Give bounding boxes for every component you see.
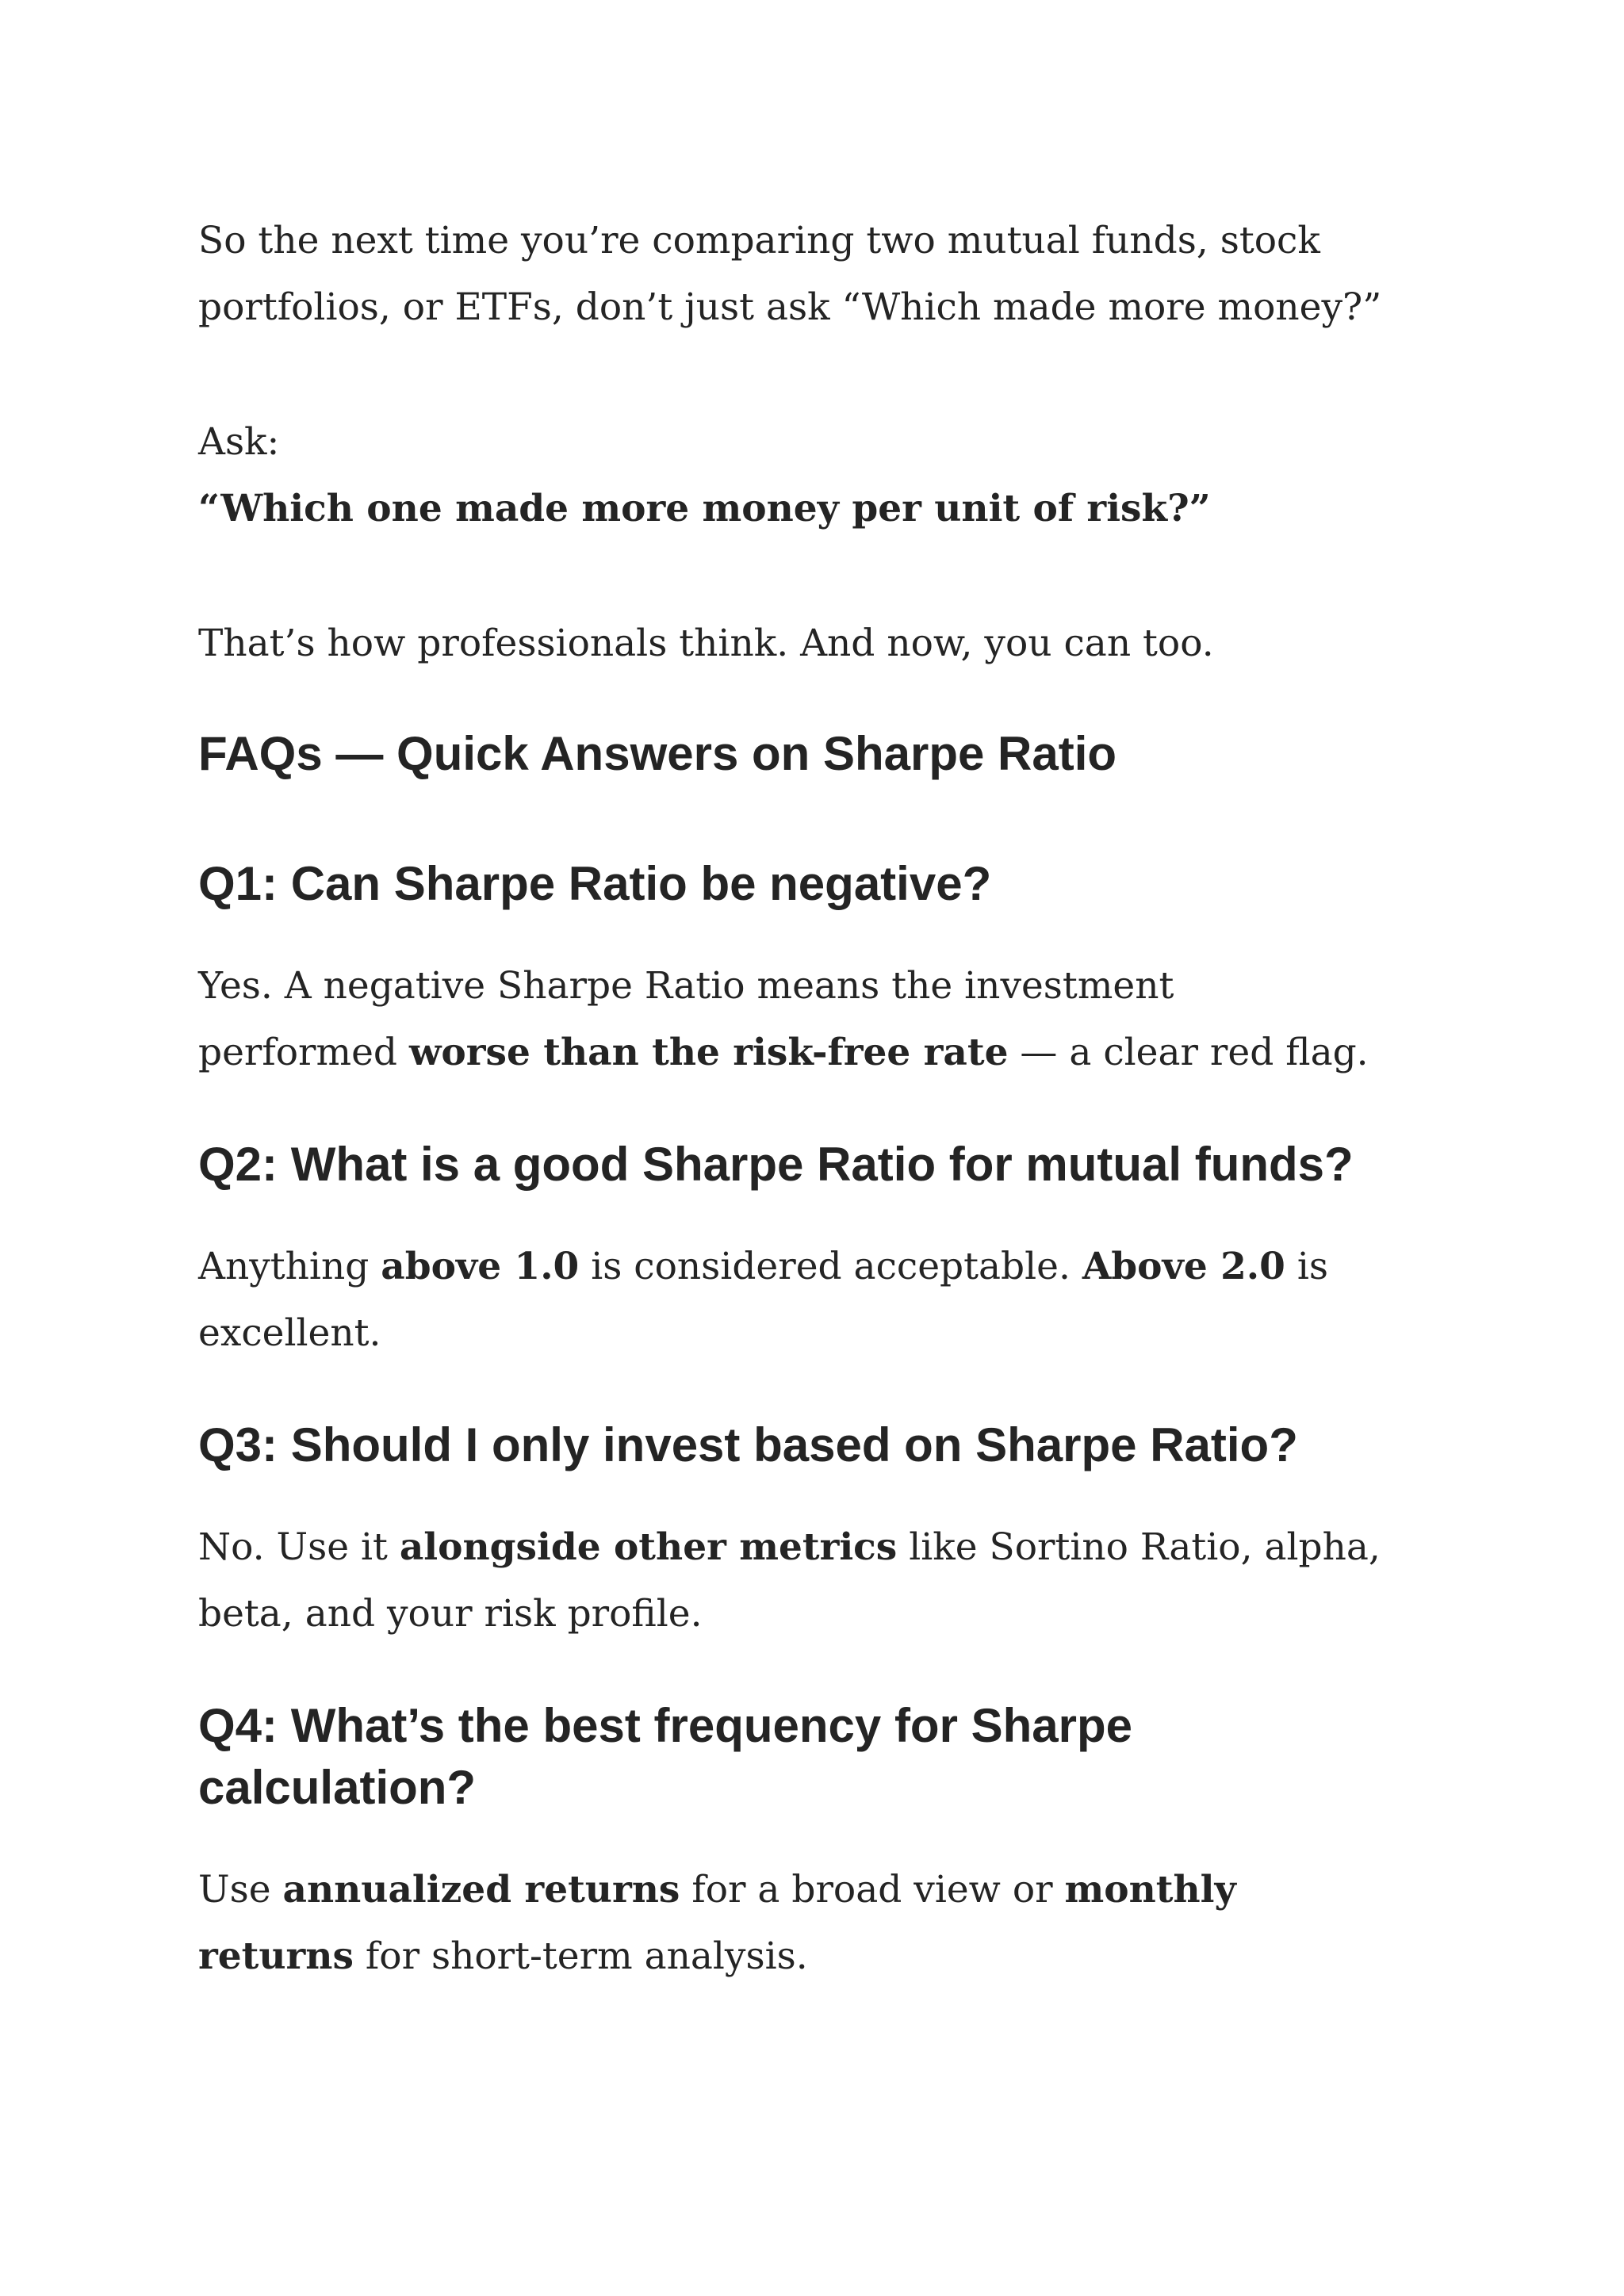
faq-answer-2-emphasis-1: above 1.0 xyxy=(381,1245,580,1288)
faq-answer-3-text-end: like Sortino Ratio, alpha, xyxy=(897,1525,1381,1569)
intro-paragraph xyxy=(198,208,1435,341)
faq-question-4-line-1: Q4: What’s the best frequency for Sharpe xyxy=(198,1699,1132,1752)
faq-answer-1 xyxy=(198,953,1435,1086)
faq-question-4-line-2: calculation? xyxy=(198,1761,477,1814)
ask-label: Ask: xyxy=(198,420,280,464)
faq-answer-4-text-end: for short-term analysis. xyxy=(353,1934,808,1978)
article-content xyxy=(198,208,1435,1990)
ask-paragraph xyxy=(198,409,1435,542)
intro-line-2: portfolios, or ETFs, don’t just ask “Which made more money?” xyxy=(198,285,1382,329)
faq-answer-2-text-mid: is considered acceptable. xyxy=(579,1245,1082,1288)
faq-answer-1-text: performed xyxy=(198,1031,409,1074)
faq-item-1 xyxy=(198,853,1435,1086)
faq-answer-4-emphasis-3: returns xyxy=(198,1934,354,1978)
conclusion-paragraph: That’s how professionals think. And now, you can too. xyxy=(198,622,1214,665)
faq-answer-1-emphasis: worse than the risk-free rate xyxy=(408,1031,1009,1074)
faq-answer-1-line-1: Yes. A negative Sharpe Ratio means the investment xyxy=(198,964,1174,1008)
faq-heading: FAQs — Quick Answers on Sharpe Ratio xyxy=(198,727,1117,780)
faq-item-3 xyxy=(198,1414,1435,1647)
faq-question-3: Q3: Should I only invest based on Sharpe Ratio? xyxy=(198,1418,1298,1471)
faq-answer-2-emphasis-2: Above 2.0 xyxy=(1082,1245,1285,1288)
faq-answer-2 xyxy=(198,1234,1435,1367)
faq-answer-2-text: Anything xyxy=(198,1245,381,1288)
faq-question-4 xyxy=(198,1695,1435,1819)
faq-answer-3-emphasis: alongside other metrics xyxy=(399,1525,898,1569)
faq-answer-2-text-end: is xyxy=(1285,1245,1328,1288)
faq-answer-3-line-2: beta, and your risk profile. xyxy=(198,1592,703,1636)
faq-answer-3 xyxy=(198,1514,1435,1647)
faq-answer-4-emphasis-2: monthly xyxy=(1064,1868,1236,1911)
faq-question-2: Q2: What is a good Sharpe Ratio for mutual funds? xyxy=(198,1138,1354,1191)
faq-answer-4-text-mid: for a broad view or xyxy=(680,1868,1065,1911)
faq-item-4 xyxy=(198,1695,1435,1990)
faq-answer-3-text: No. Use it xyxy=(198,1525,400,1569)
faq-answer-2-line-2: excellent. xyxy=(198,1311,381,1355)
ask-question: “Which one made more money per unit of risk?” xyxy=(198,487,1211,530)
faq-answer-4-text: Use xyxy=(198,1868,283,1911)
faq-answer-1-text-end: — a clear red flag. xyxy=(1008,1031,1369,1074)
faq-item-2 xyxy=(198,1134,1435,1367)
intro-line-1: So the next time you’re comparing two mutual funds, stock xyxy=(198,219,1320,262)
faq-answer-4-emphasis-1: annualized returns xyxy=(282,1868,680,1911)
faq-answer-4 xyxy=(198,1857,1435,1990)
faq-question-1: Q1: Can Sharpe Ratio be negative? xyxy=(198,857,992,910)
